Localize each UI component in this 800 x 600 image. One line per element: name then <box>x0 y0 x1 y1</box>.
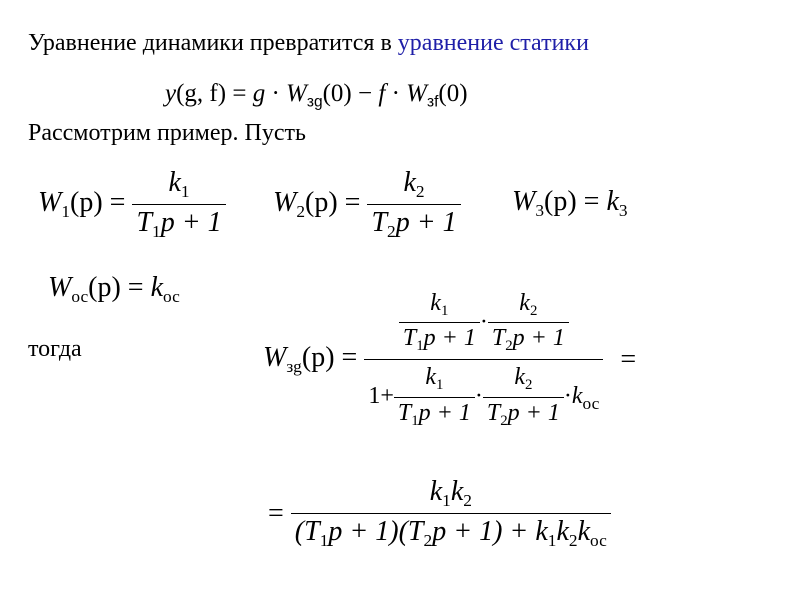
w3-formula: $W_3(p) = k_3$ <box>512 186 628 221</box>
final-fraction: $\frac{k_1k_2}{(T_1p + 1)(T_2p + 1) + k_1k_2k_{ос}}$ <box>291 476 611 551</box>
woc-formula: $W_{ос}(p) = k_{ос}$ <box>48 272 180 307</box>
final-formula: = $\frac{k_1k_2}{(T_1p + 1)(T_2p + 1) + k_1k_2k_{ос}}$ <box>268 476 611 551</box>
w3g-formula: $W_{зg}(p)$ = $\frac{k_1}{T_1p + 1}$ · $\frac{k_2}{T_2p + 1}$ 1+ $\frac{k_1}{T_1p + 1}$ · $\frac{k_2}{T_2p + 1}$ $\cdot k_{ос}$ = <box>263 290 637 429</box>
consider-text: Рассмотрим пример. Пусть <box>28 120 306 146</box>
statics-equation: y(g, $f) = g \cdot W_{зg}(0) - f \cdot W_{зf}(0)$ <box>165 80 468 111</box>
then-text: тогда <box>28 336 82 362</box>
heading-line <box>28 30 589 57</box>
heading-prefix: Уравнение динамики превратится в <box>28 30 398 56</box>
w2-formula: $W_2(p)$ = $\frac{k_2}{T_2p + 1}$ <box>273 167 461 242</box>
w1-formula: $W_1(p)$ = $\frac{k_1}{T_1p + 1}$ <box>38 167 226 242</box>
w3g-big-fraction: $\frac{k_1}{T_1p + 1}$ · $\frac{k_2}{T_2p + 1}$ 1+ $\frac{k_1}{T_1p + 1}$ · $\frac{k_2}{T_2p + 1}$ $\cdot k_{ос}$ <box>364 290 603 430</box>
heading-highlight: уравнение статики <box>397 30 589 56</box>
